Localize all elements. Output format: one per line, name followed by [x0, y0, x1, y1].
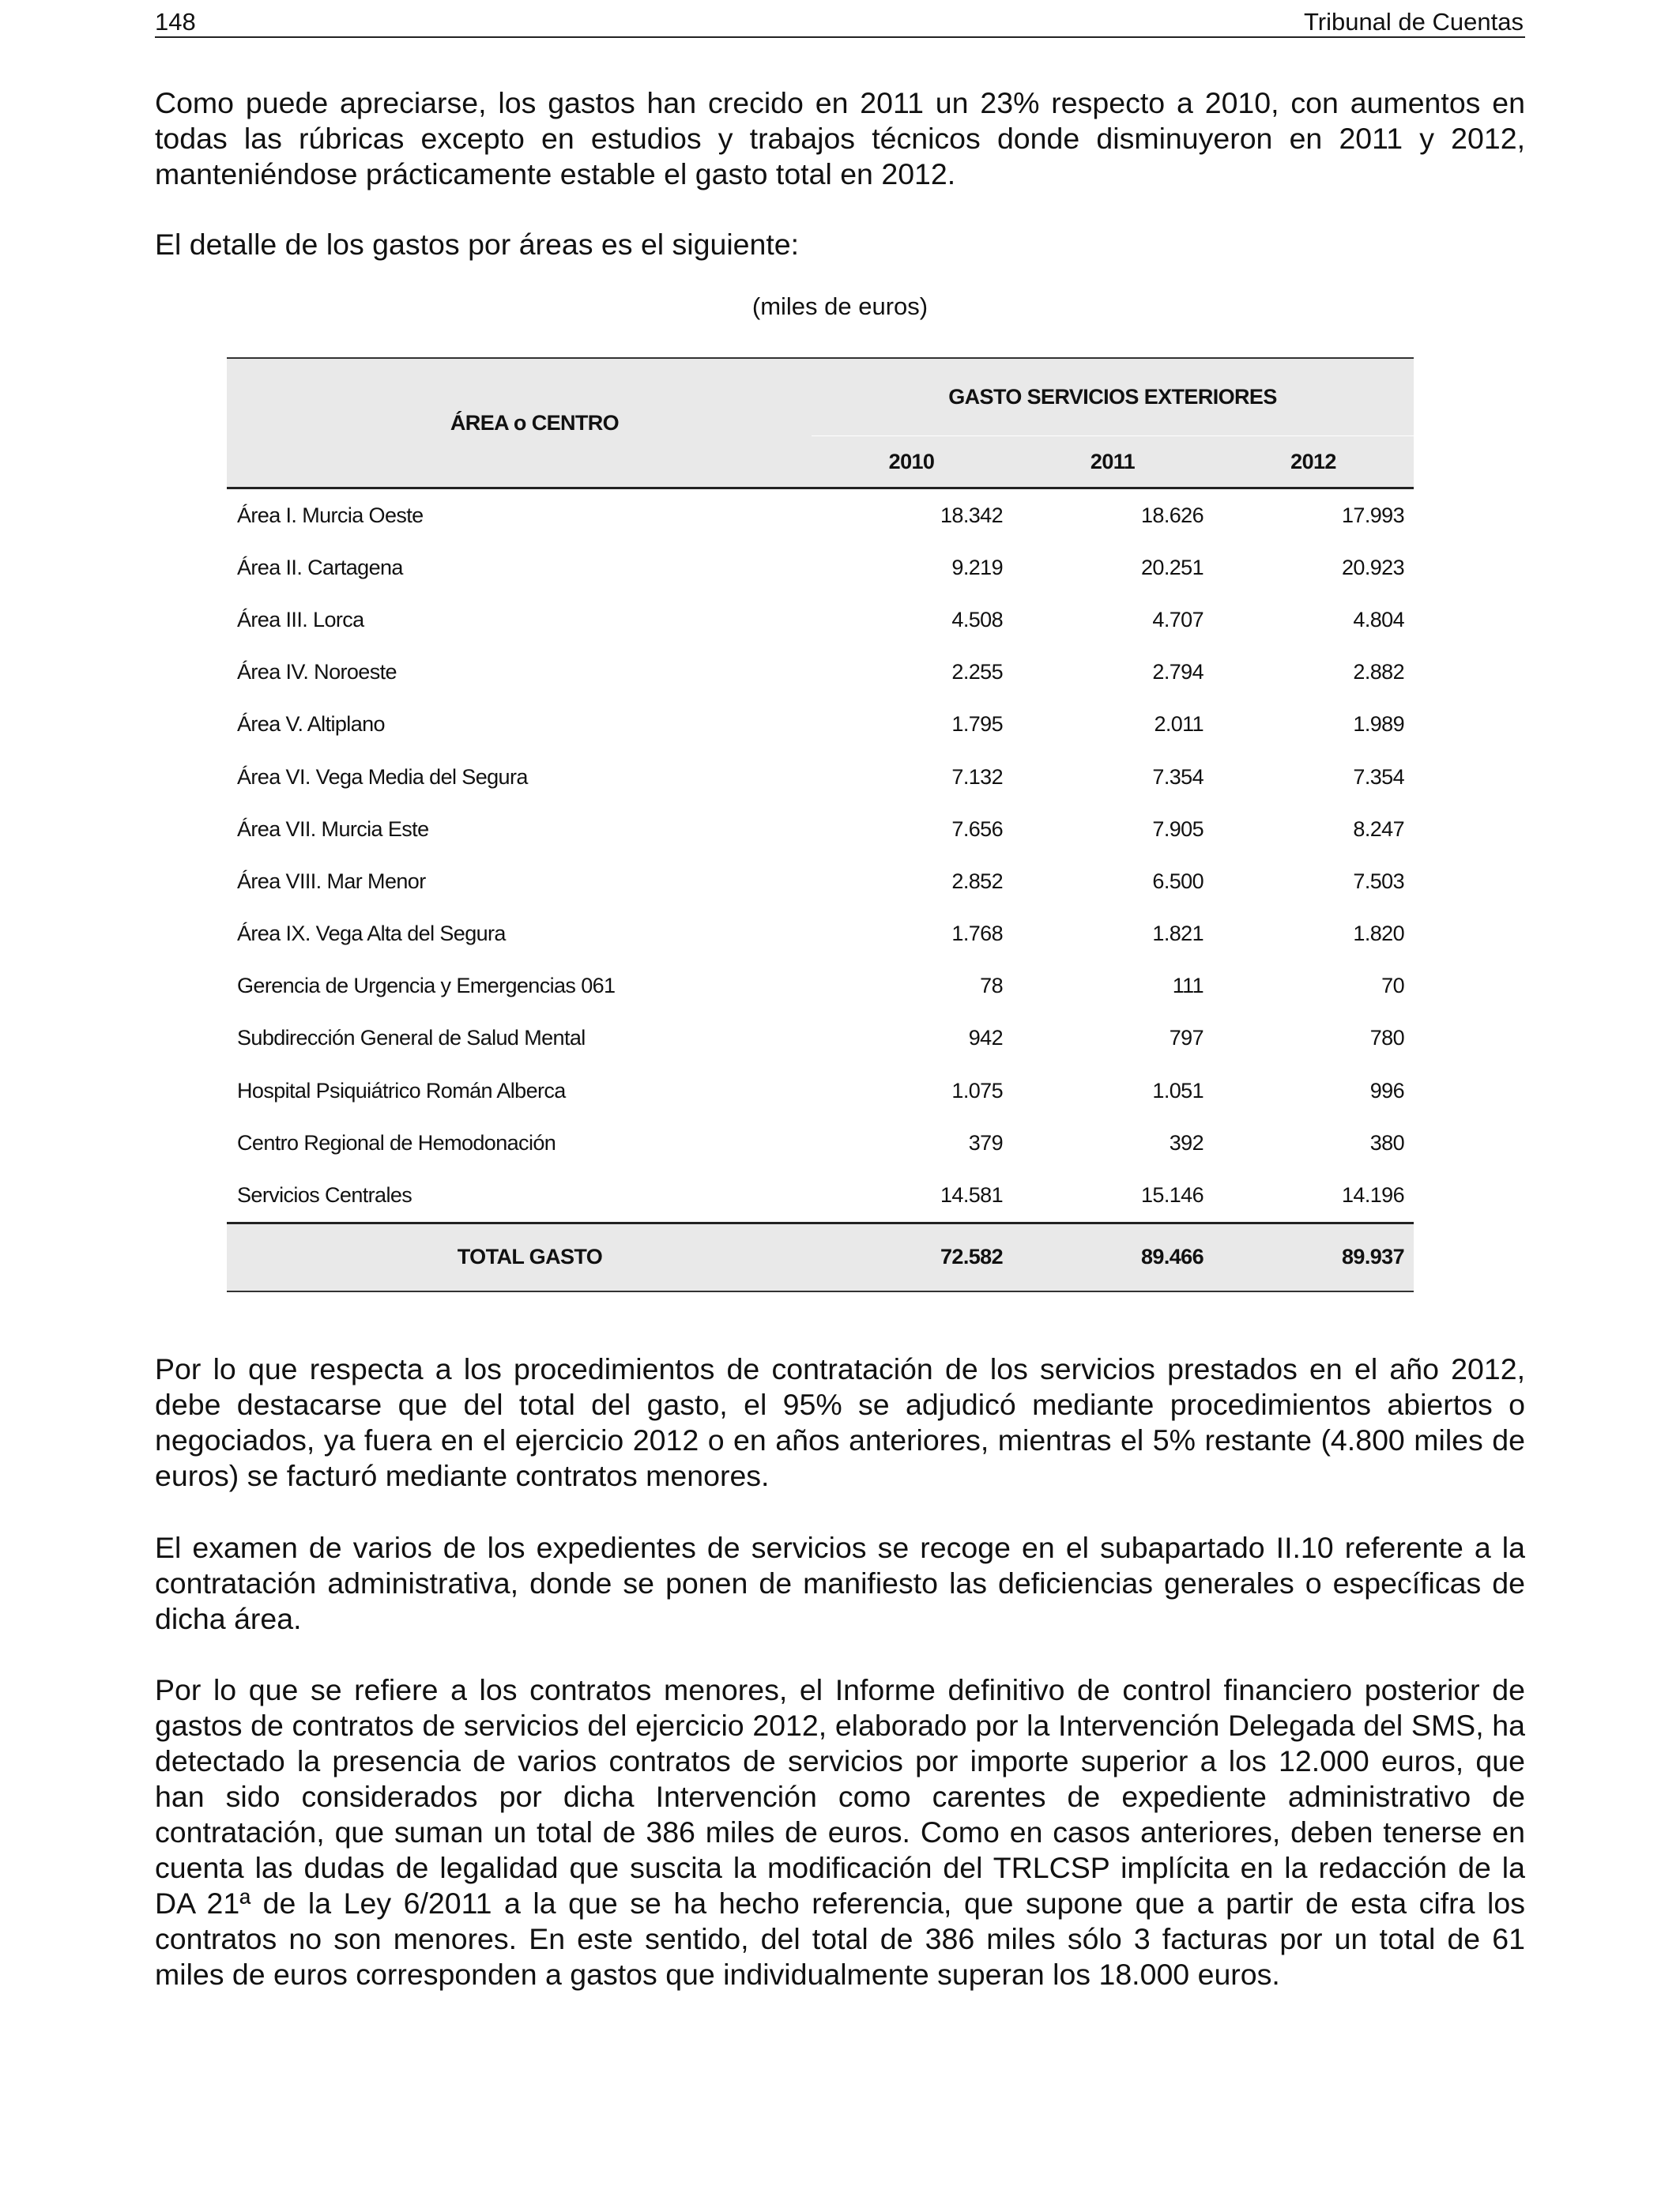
table-row	[227, 699, 1414, 751]
table-row	[227, 803, 1414, 855]
table-row	[227, 1169, 1414, 1223]
value-cell-2010: 14.581	[940, 1183, 1003, 1208]
value-cell-2012: 70	[1381, 974, 1404, 998]
table-row	[227, 488, 1414, 542]
value-cell-2012: 20.923	[1342, 555, 1404, 579]
value-cell-2010: 2.255	[951, 660, 1003, 684]
area-name-cell: Área IV. Noroeste	[237, 660, 397, 684]
expenses-by-area-table	[227, 357, 1414, 1292]
area-name-cell: Área VIII. Mar Menor	[237, 869, 426, 893]
page-header	[155, 5, 1525, 38]
value-cell-2010: 7.132	[951, 764, 1003, 789]
area-name-cell: Área IX. Vega Alta del Segura	[237, 922, 506, 946]
value-cell-2012: 380	[1369, 1130, 1404, 1155]
area-name-cell: Área VII. Murcia Este	[237, 816, 429, 841]
value-cell-2011: 7.354	[1152, 764, 1203, 789]
table-body	[227, 488, 1414, 1223]
value-cell-2010: 78	[980, 974, 1003, 998]
value-cell-2010: 942	[968, 1026, 1003, 1050]
year-header-2011: 2011	[1012, 436, 1213, 488]
value-cell-2011: 18.626	[1141, 503, 1203, 527]
value-cell-2011: 6.500	[1152, 869, 1203, 893]
area-name-cell: Gerencia de Urgencia y Emergencias 061	[237, 974, 616, 998]
table-units-caption: (miles de euros)	[751, 292, 929, 320]
value-cell-2010: 1.075	[951, 1078, 1003, 1103]
value-cell-2012: 17.993	[1342, 503, 1404, 527]
area-name-cell: Área VI. Vega Media del Segura	[237, 764, 528, 789]
value-cell-2012: 1.989	[1353, 712, 1404, 737]
value-cell-2010: 1.768	[951, 922, 1003, 946]
value-cell-2012: 4.804	[1353, 607, 1404, 631]
value-cell-2011: 20.251	[1141, 555, 1203, 579]
paragraph-table-lead: El detalle de los gastos por áreas es el siguiente:	[155, 228, 800, 261]
value-cell-2010: 9.219	[951, 555, 1003, 579]
year-header-2010: 2010	[812, 436, 1012, 488]
area-name-cell: Área I. Murcia Oeste	[237, 503, 424, 527]
value-cell-2011: 392	[1169, 1130, 1203, 1155]
value-cell-2012: 1.820	[1353, 922, 1404, 946]
total-label: TOTAL GASTO	[227, 1223, 812, 1291]
total-value-2012: 89.937	[1213, 1223, 1414, 1291]
value-cell-2011: 111	[1172, 974, 1203, 998]
value-cell-2011: 2.794	[1152, 660, 1203, 684]
paragraph-review: El examen de varios de los expedientes de servicios se recoge en el subapartado II.10 referente a la contratación administrativa, donde se ponen de manifiesto las deficiencias generales o específicas de dicha área.	[155, 1531, 1525, 1635]
value-cell-2012: 2.882	[1353, 660, 1404, 684]
paragraph-procedures: Por lo que respecta a los procedimientos de contratación de los servicios prestados en el año 2012, debe destacarse que del total del gasto, el 95% se adjudicó mediante procedimientos abiertos o negociados, ya fuera en el ejercicio 2012 o en años anteriores, mientras el 5% restante (4.800 miles de euros) se facturó mediante contratos menores.	[155, 1352, 1525, 1492]
total-value-2010: 72.582	[812, 1223, 1012, 1291]
value-cell-2012: 780	[1369, 1026, 1404, 1050]
area-name-cell: Servicios Centrales	[237, 1183, 412, 1208]
table-row	[227, 647, 1414, 699]
table-row	[227, 751, 1414, 803]
value-cell-2011: 4.707	[1152, 607, 1203, 631]
area-name-cell: Área V. Altiplano	[237, 712, 385, 737]
value-cell-2012: 996	[1369, 1078, 1404, 1103]
value-cell-2012: 14.196	[1342, 1183, 1404, 1208]
table-row	[227, 960, 1414, 1012]
value-cell-2011: 2.011	[1154, 712, 1203, 737]
group-column-header: GASTO SERVICIOS EXTERIORES	[812, 358, 1414, 436]
total-row	[227, 1223, 1414, 1291]
value-cell-2010: 379	[968, 1130, 1003, 1155]
publisher-name: Tribunal de Cuentas	[1303, 8, 1524, 36]
total-value-2011: 89.466	[1012, 1223, 1213, 1291]
value-cell-2010: 4.508	[951, 607, 1003, 631]
table-row	[227, 594, 1414, 646]
page-number: 148	[155, 8, 196, 36]
table-row	[227, 541, 1414, 594]
table-row	[227, 1117, 1414, 1169]
area-column-header: ÁREA o CENTRO	[227, 358, 812, 488]
value-cell-2011: 797	[1169, 1026, 1203, 1050]
value-cell-2012: 7.503	[1353, 869, 1404, 893]
value-cell-2011: 1.051	[1152, 1078, 1203, 1103]
value-cell-2011: 15.146	[1141, 1183, 1203, 1208]
area-name-cell: Subdirección General de Salud Mental	[237, 1026, 586, 1050]
area-name-cell: Área III. Lorca	[237, 607, 364, 631]
value-cell-2011: 7.905	[1152, 816, 1203, 841]
value-cell-2010: 1.795	[951, 712, 1003, 737]
value-cell-2012: 8.247	[1353, 816, 1404, 841]
area-name-cell: Hospital Psiquiátrico Román Alberca	[237, 1078, 566, 1103]
table-row	[227, 1012, 1414, 1065]
table-row	[227, 1065, 1414, 1117]
year-header-2012: 2012	[1213, 436, 1414, 488]
value-cell-2010: 18.342	[940, 503, 1003, 527]
table-row	[227, 908, 1414, 960]
table-row	[227, 855, 1414, 907]
area-name-cell: Área II. Cartagena	[237, 555, 403, 579]
value-cell-2011: 1.821	[1152, 922, 1203, 946]
area-name-cell: Centro Regional de Hemodonación	[237, 1130, 556, 1155]
paragraph-intro: Como puede apreciarse, los gastos han crecido en 2011 un 23% respecto a 2010, con aumentos en todas las rúbricas excepto en estudios y trabajos técnicos donde disminuyeron en 2011 y 2012, manteniéndose prácticamente estable el gasto total en 2012.	[155, 86, 1525, 190]
value-cell-2012: 7.354	[1353, 764, 1404, 789]
value-cell-2010: 2.852	[951, 869, 1003, 893]
value-cell-2010: 7.656	[951, 816, 1003, 841]
paragraph-minor-contracts: Por lo que se refiere a los contratos menores, el Informe definitivo de control financiero posterior de gastos de contratos de servicios del ejercicio 2012, elaborado por la Intervención Delegada del SMS, ha detectado la presencia de varios contratos de servicios por importe superior a los 12.000 euros, que han sido considerados por dicha Intervención como carentes de expediente administrativo de contratación, que suman un total de 386 miles de euros. Como en casos anteriores, deben tenerse en cuenta las dudas de legalidad que suscita la modificación del TRLCSP implícita en la redacción de la DA 21ª de la Ley 6/2011 a la que se ha hecho referencia, que supone que a partir de esta cifra los contratos no son menores. En este sentido, del total de 386 miles sólo 3 facturas por un total de 61 miles de euros corresponden a gastos que individualmente superan los 18.000 euros.	[155, 1673, 1525, 1991]
